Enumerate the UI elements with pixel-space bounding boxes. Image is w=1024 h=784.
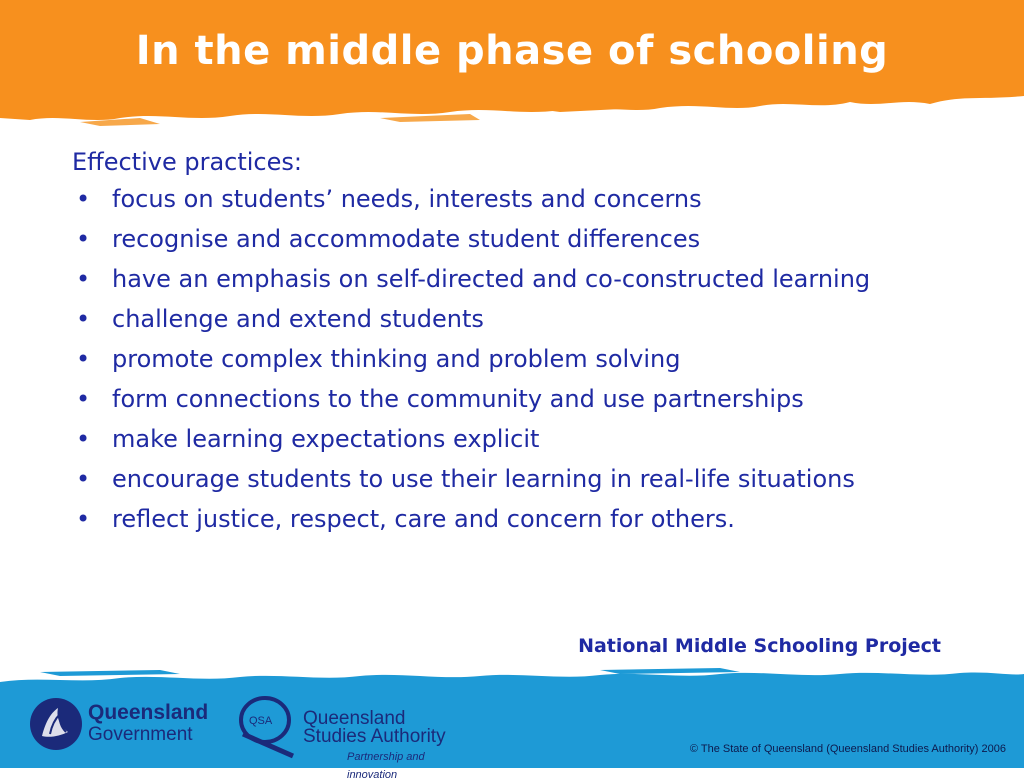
qsa-line2: Studies Authority: [303, 726, 446, 747]
list-item: • make learning expectations explicit: [72, 422, 972, 456]
queensland-government-logo: [28, 696, 213, 756]
qsa-tagline: Partnership and innovation: [347, 751, 425, 781]
list-item: • reflect justice, respect, care and concern for others.: [72, 502, 972, 536]
list-item: • recognise and accommodate student differences: [72, 222, 972, 256]
queensland-crest-icon: [28, 696, 84, 752]
list-item: • promote complex thinking and problem solving: [72, 342, 972, 376]
list-item: • focus on students’ needs, interests and concerns: [72, 182, 972, 216]
qld-gov-line1: Queensland: [88, 701, 209, 724]
page-title: In the middle phase of schooling: [135, 28, 889, 74]
qsa-badge-text: QSA: [249, 715, 273, 727]
qsa-line1: Queensland: [303, 708, 406, 729]
list-item: • encourage students to use their learning in real-life situations: [72, 462, 972, 496]
footer-banner: [0, 668, 1024, 781]
source-citation: National Middle Schooling Project: [578, 635, 941, 657]
qsa-logo: [233, 690, 473, 781]
intro-text: Effective practices:: [72, 148, 302, 176]
copyright-notice: © The State of Queensland (Queensland Studies Authority) 2006: [689, 743, 1006, 755]
qsa-emblem-icon: [233, 690, 303, 760]
qld-gov-line2: Government: [88, 724, 193, 745]
slide-content: [72, 146, 972, 542]
list-item: • have an emphasis on self-directed and co-constructed learning: [72, 262, 972, 296]
list-item: • challenge and extend students: [72, 302, 972, 336]
bullet-list: [72, 182, 972, 536]
list-item: • form connections to the community and use partnerships: [72, 382, 972, 416]
header-banner: [0, 0, 1024, 128]
